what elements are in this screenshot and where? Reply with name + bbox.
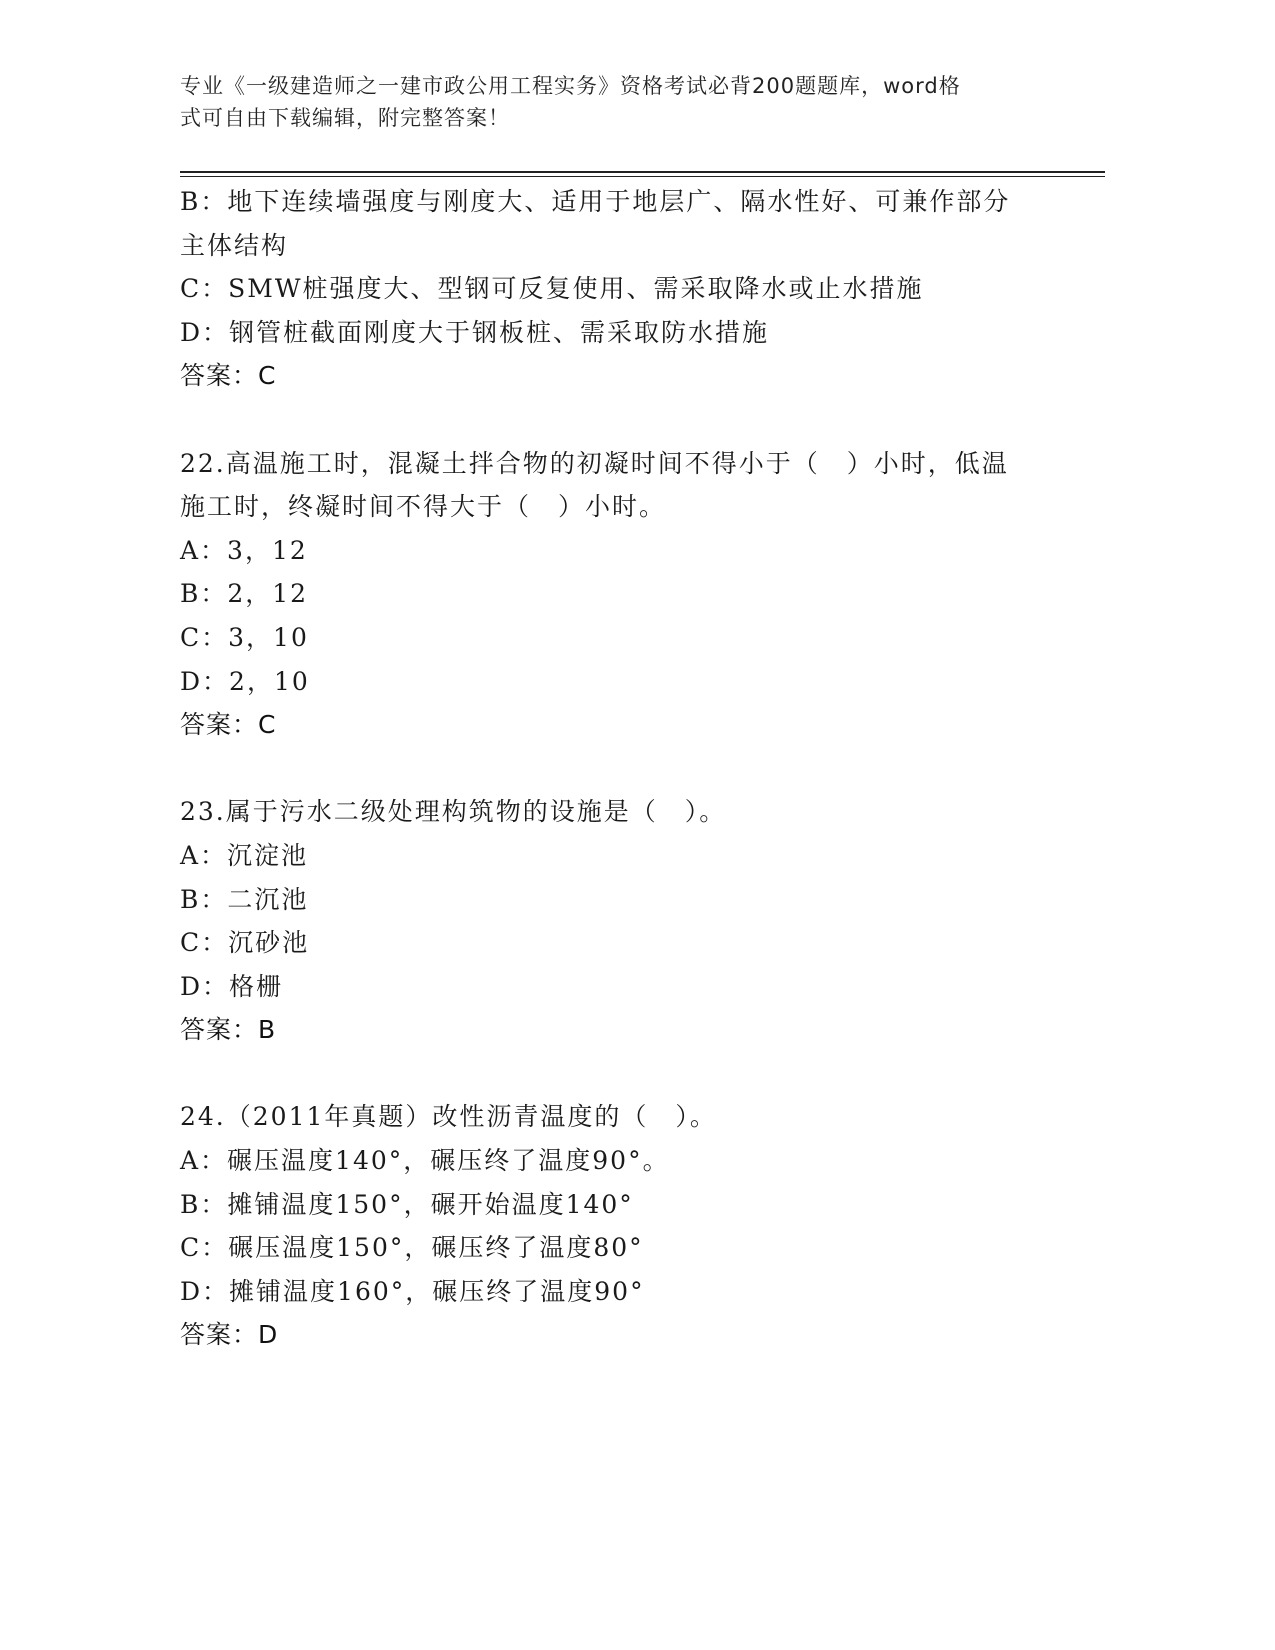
header-line-1: 专业《一级建造师之一建市政公用工程实务》资格考试必背200题题库，word格 <box>180 74 961 98</box>
answer-line: 答案：C <box>180 361 277 391</box>
option-d: D：格栅 <box>180 971 284 1001</box>
option-a: A：沉淀池 <box>180 840 309 870</box>
option-d: D：钢管桩截面刚度大于钢板桩、需采取防水措施 <box>180 317 770 347</box>
question-23 <box>180 790 1050 1052</box>
question-stem: 23.属于污水二级处理构筑物的设施是（ ）。 <box>180 797 727 827</box>
option-c: C：碾压温度150°，碾压终了温度80° <box>180 1233 644 1263</box>
option-b: B：2，12 <box>180 579 309 609</box>
option-b: B：二沉池 <box>180 884 309 914</box>
option-d: D：2，10 <box>180 666 310 696</box>
option-b: B：地下连续墙强度与刚度大、适用于地层广、隔水性好、可兼作部分 <box>180 187 1011 216</box>
header-divider-thin <box>180 176 1105 177</box>
answer-line: 答案：D <box>180 1320 279 1350</box>
option-a: A：碾压温度140°，碾压终了温度90°。 <box>180 1146 670 1176</box>
question-stem-continued: 施工时，终凝时间不得大于（ ）小时。 <box>180 492 667 522</box>
option-d: D：摊铺温度160°，碾压终了温度90° <box>180 1276 645 1306</box>
answer-line: 答案：C <box>180 710 277 740</box>
header-divider-thick <box>180 171 1105 173</box>
header-line-2: 式可自由下载编辑，附完整答案！ <box>180 106 510 130</box>
option-c: C：SMW桩强度大、型钢可反复使用、需采取降水或止水措施 <box>180 274 924 304</box>
question-stem: 24.（2011年真题）改性沥青温度的（ ）。 <box>180 1102 717 1132</box>
document-body <box>180 180 1050 1357</box>
option-a: A：3，12 <box>180 535 308 565</box>
option-b: B：摊铺温度150°，碾开始温度140° <box>180 1189 634 1219</box>
question-21-continued <box>180 180 1050 398</box>
document-header <box>180 70 1040 134</box>
option-c: C：3，10 <box>180 622 309 652</box>
question-22 <box>180 442 1050 747</box>
answer-line: 答案：B <box>180 1015 277 1045</box>
option-b-continued: 主体结构 <box>180 230 289 260</box>
question-stem: 22.高温施工时，混凝土拌合物的初凝时间不得小于（ ）小时，低温 <box>180 448 1009 478</box>
question-24 <box>180 1095 1050 1357</box>
option-c: C：沉砂池 <box>180 928 310 958</box>
